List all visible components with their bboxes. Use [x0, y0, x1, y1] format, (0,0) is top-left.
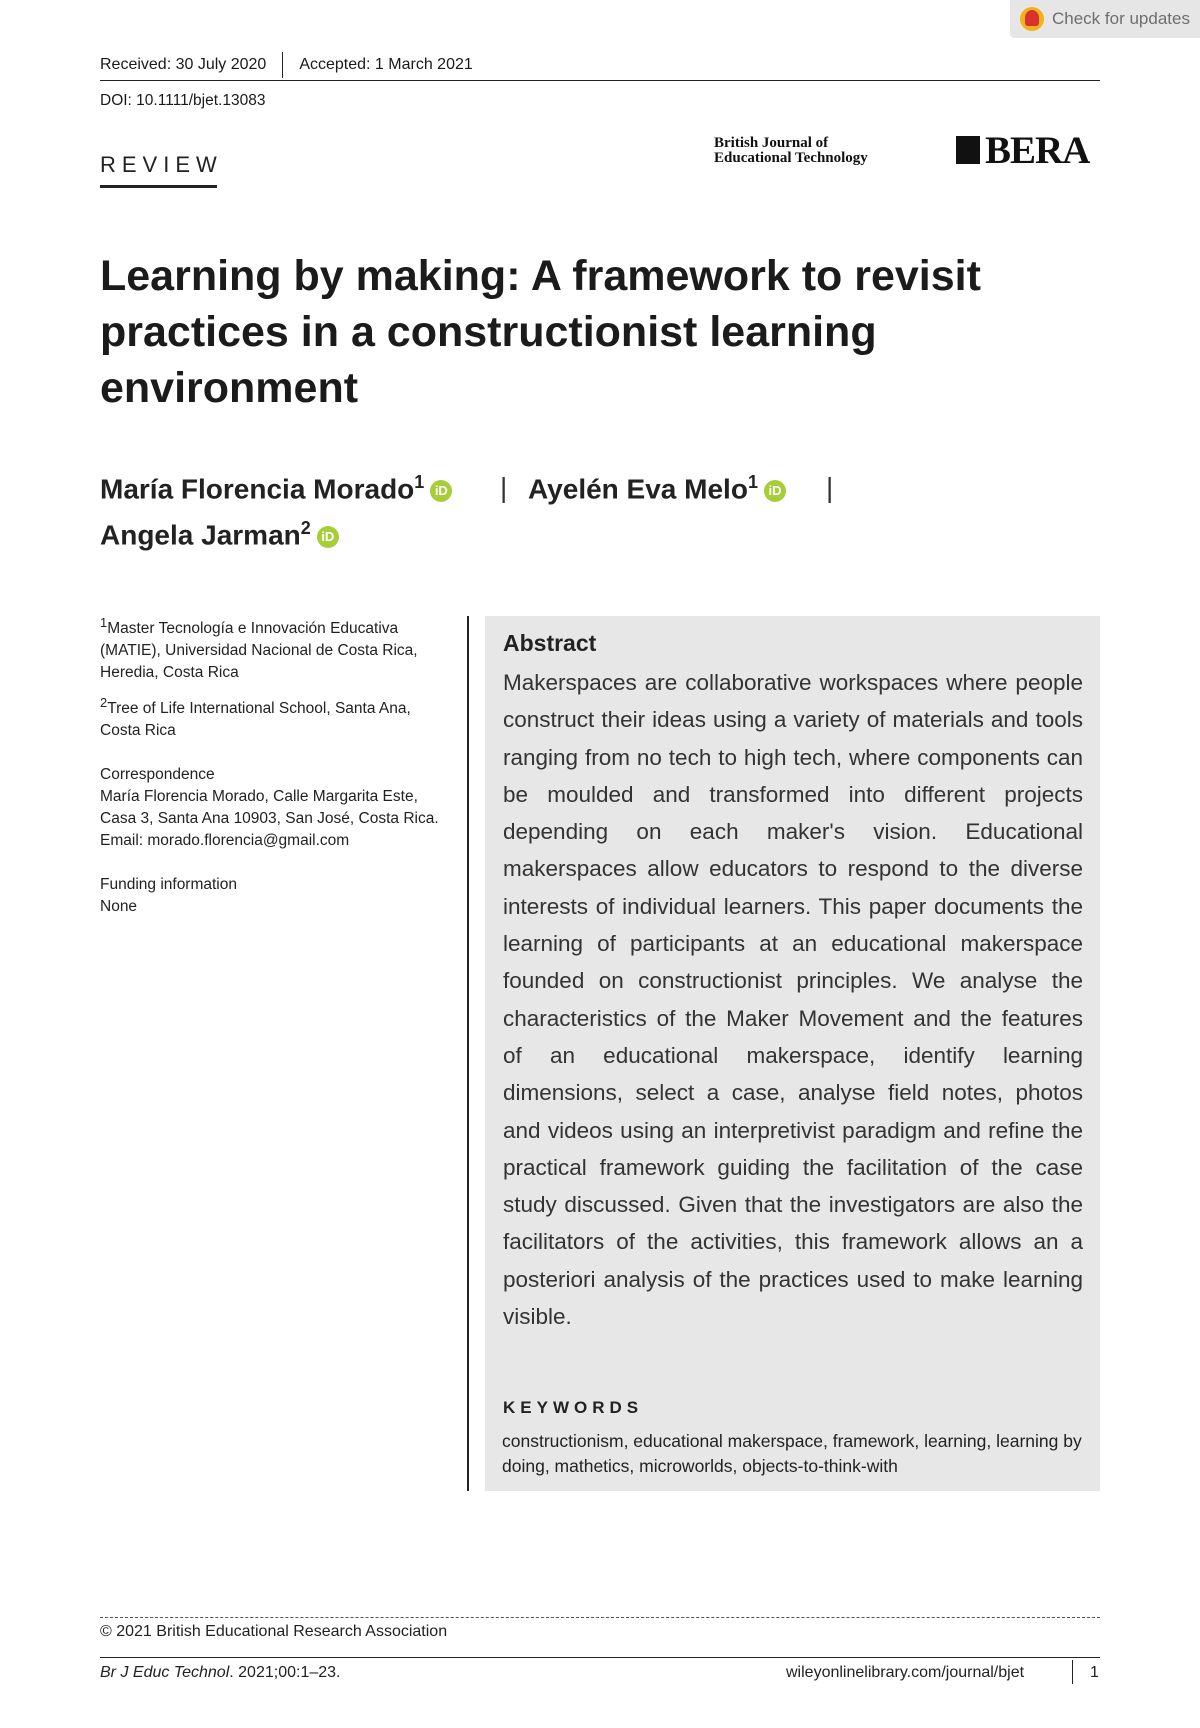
footer-rule [100, 1657, 1100, 1658]
check-for-updates-label: Check for updates [1052, 9, 1190, 28]
abstract-text: Makerspaces are collaborative workspaces where people construct their ideas using a variety of materials and tools ranging from no tech to high tech, where components can be moulded and transformed into different projects depending on each maker's vision. Educational makerspaces allow educators to respond to the diverse interests of individual learners. This paper documents the learning of participants at an educational makerspace founded on constructionist principles. We analyse the characteristics of the Maker Movement and the features of an educational makerspace, identify learning dimensions, select a case, analyse field notes, photos and videos using an interpretivist paradigm and refine the practical framework guiding the facilitation of the case study discussed. Given that the investigators are also the facilitators of the activities, this framework allows an a posteriori analysis of the practices used to make learning visible. [503, 670, 1083, 1330]
footer-separator [1072, 1660, 1073, 1684]
affiliation-1 [100, 612, 450, 684]
author-2 [528, 472, 786, 505]
author-3 [100, 518, 339, 551]
citation [100, 1664, 340, 1682]
correspondence-email[interactable]: Email: morado.florencia@gmail.com [100, 832, 350, 850]
author-name: María Florencia Morado [100, 473, 415, 505]
section-label: REVIEW [100, 152, 223, 177]
affiliation-number: 1 [100, 615, 108, 630]
affiliation-text: Master Tecnología e Innovación Educativa (MATIE), Universidad Nacional de Costa Rica, Heredia, Costa Rica [100, 620, 418, 682]
correspondence-address: María Florencia Morado, Calle Margarita Este, Casa 3, Santa Ana 10903, San José, Costa Rica. [100, 788, 439, 828]
correspondence-heading: Correspondence [100, 766, 215, 784]
citation-details: . 2021;00:1–23. [229, 1664, 341, 1681]
author-separator: | [826, 472, 834, 503]
abstract-heading: Abstract [503, 630, 597, 656]
orcid-icon[interactable]: iD [764, 480, 786, 502]
copyright: © 2021 British Educational Research Association [100, 1623, 448, 1640]
bera-logo: BERA [985, 129, 1090, 172]
accepted-date: Accepted: 1 March 2021 [299, 56, 473, 73]
author-1 [100, 472, 452, 505]
bera-logo-mark [956, 136, 980, 164]
funding-heading: Funding information [100, 876, 237, 894]
check-for-updates-button[interactable] [1010, 0, 1200, 38]
crossmark-icon [1020, 7, 1044, 31]
affiliation-2 [100, 692, 450, 742]
author-affil: 1 [414, 472, 425, 492]
journal-url[interactable]: wileyonlinelibrary.com/journal/bjet [786, 1664, 1025, 1681]
author-name: Ayelén Eva Melo [528, 473, 748, 505]
funding-value: None [100, 898, 138, 916]
keywords-text: constructionism, educational makerspace, framework, learning, learning by doing, mathetics, microworlds, objects-to-think-with [502, 1431, 1082, 1476]
section-underline [100, 185, 217, 188]
divider [282, 52, 283, 78]
journal-abbrev: Br J Educ Technol [100, 1664, 230, 1681]
author-separator: | [500, 472, 508, 503]
affiliation-number: 2 [100, 695, 108, 711]
orcid-icon[interactable]: iD [317, 526, 339, 548]
header-rule [100, 80, 1100, 81]
article-title: Learning by making: A framework to revisit practices in a constructionist learning environment [100, 252, 981, 412]
orcid-icon[interactable]: iD [430, 480, 452, 502]
received-date: Received: 30 July 2020 [100, 56, 267, 73]
dates-line [100, 52, 473, 78]
affiliation-text: Tree of Life International School, Santa Ana, Costa Rica [100, 700, 411, 740]
author-affil: 2 [300, 518, 311, 538]
footer-dashed-rule [100, 1617, 1100, 1618]
author-affil: 1 [747, 472, 758, 492]
journal-logo [714, 136, 868, 166]
keywords-heading: KEYWORDS [503, 1398, 644, 1417]
journal-name-line1: British Journal of [714, 135, 829, 151]
journal-name-line2: Educational Technology [714, 150, 868, 166]
page-number: 1 [1090, 1664, 1099, 1681]
column-divider [467, 616, 469, 1491]
doi[interactable]: DOI: 10.1111/bjet.13083 [100, 92, 266, 109]
article-info-column [100, 612, 450, 918]
author-name: Angela Jarman [100, 519, 301, 551]
